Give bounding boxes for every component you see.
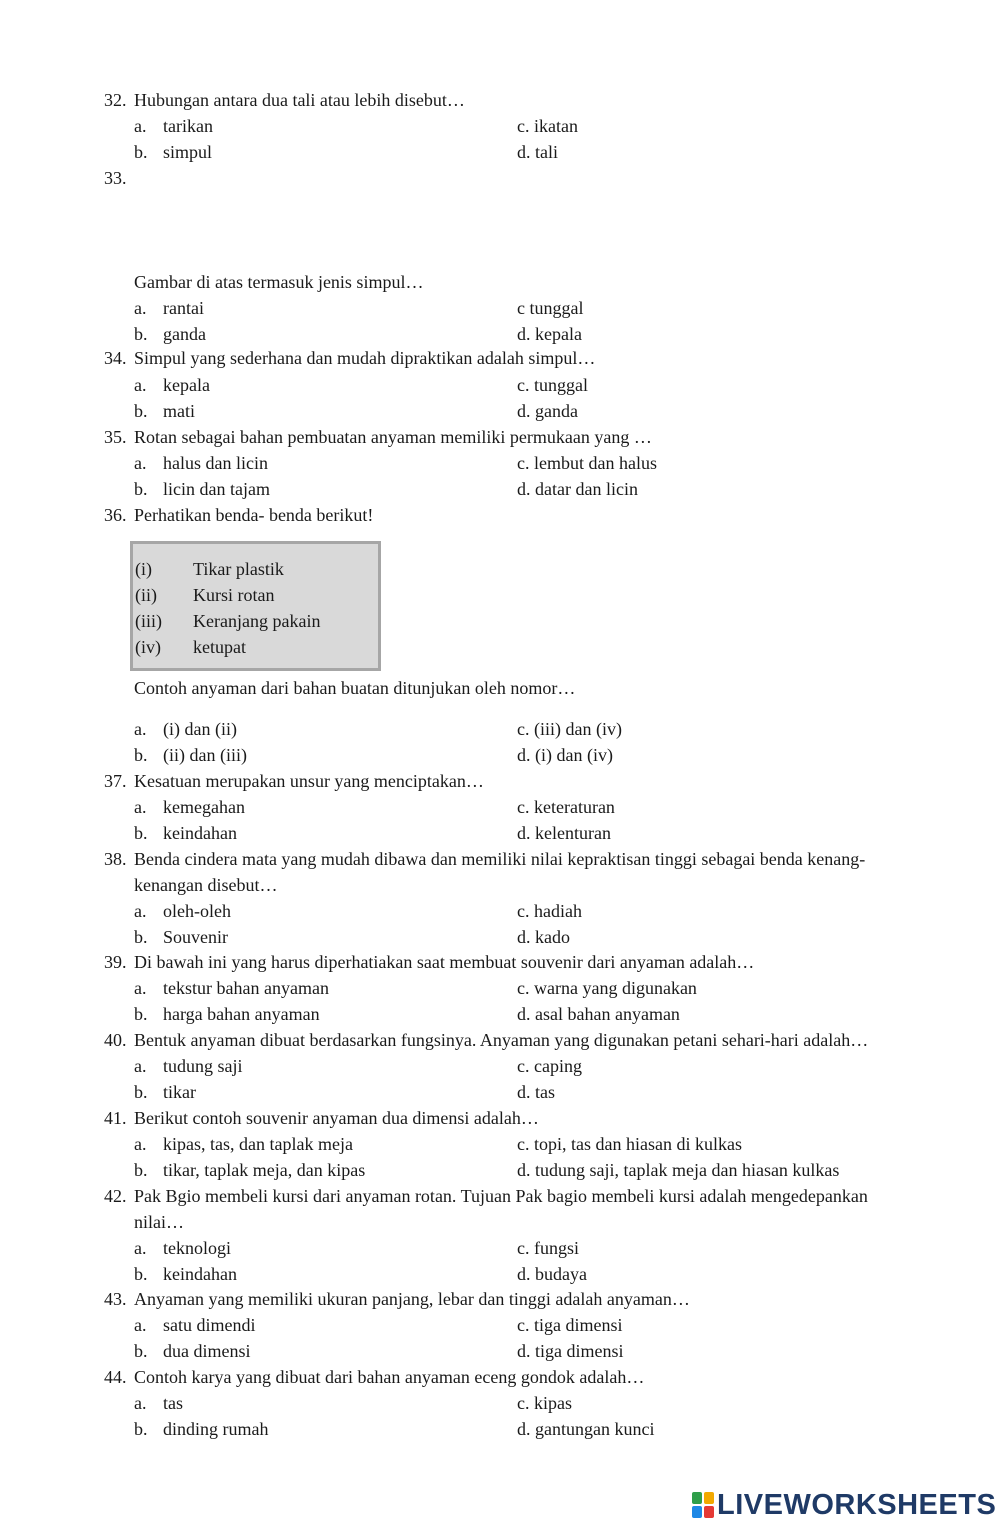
question-36-number: 36. xyxy=(104,505,127,525)
question-38-text: kenangan disebut… xyxy=(134,875,278,895)
option-letter: b. xyxy=(134,745,148,765)
question-43-option-c[interactable]: c. tiga dimensi xyxy=(517,1315,623,1335)
option-letter: b. xyxy=(134,823,148,843)
question-35-option-b[interactable] xyxy=(134,477,270,501)
question-34-option-b[interactable] xyxy=(134,399,195,423)
option-text: keindahan xyxy=(163,1264,237,1284)
option-text: licin dan tajam xyxy=(163,479,270,499)
question-34-option-c[interactable]: c. tunggal xyxy=(517,375,588,395)
question-37-option-d[interactable]: d. kelenturan xyxy=(517,823,611,843)
option-text: kemegahan xyxy=(163,797,245,817)
question-44-option-c[interactable]: c. kipas xyxy=(517,1393,572,1413)
option-text: dua dimensi xyxy=(163,1341,251,1361)
option-text: teknologi xyxy=(163,1238,231,1258)
option-text: simpul xyxy=(163,142,213,162)
liveworksheets-logo-icon xyxy=(692,1492,714,1518)
question-35-option-d[interactable]: d. datar dan licin xyxy=(517,479,638,499)
question-41-number: 41. xyxy=(104,1108,127,1128)
question-36-option-d[interactable]: d. (i) dan (iv) xyxy=(517,745,613,765)
option-letter: b. xyxy=(134,1341,148,1361)
question-43-option-b[interactable] xyxy=(134,1339,251,1363)
question-38-option-d[interactable]: d. kado xyxy=(517,927,570,947)
question-37-number: 37. xyxy=(104,771,127,791)
option-text: tudung saji xyxy=(163,1056,243,1076)
question-38-option-c[interactable]: c. hadiah xyxy=(517,901,582,921)
question-41-text: Berikut contoh souvenir anyaman dua dimensi adalah… xyxy=(134,1108,539,1128)
question-39-option-d[interactable]: d. asal bahan anyaman xyxy=(517,1004,680,1024)
option-text: rantai xyxy=(163,298,204,318)
question-34-text: Simpul yang sederhana dan mudah dipraktikan adalah simpul… xyxy=(134,348,596,368)
box-item-label: Tikar plastik xyxy=(193,559,284,579)
option-text: Souvenir xyxy=(163,927,228,947)
question-32-number: 32. xyxy=(104,90,127,110)
question-32-option-d[interactable]: d. tali xyxy=(517,142,558,162)
question-40-option-b[interactable] xyxy=(134,1080,196,1104)
question-44-number: 44. xyxy=(104,1367,127,1387)
box-item xyxy=(135,634,246,660)
option-letter: b. xyxy=(134,401,148,421)
logo-square-2 xyxy=(704,1492,714,1504)
option-letter: a. xyxy=(134,719,147,739)
question-41-option-d[interactable]: d. tudung saji, taplak meja dan hiasan kulkas xyxy=(517,1160,840,1180)
question-43-option-a[interactable] xyxy=(134,1313,256,1337)
question-35-option-a[interactable] xyxy=(134,451,268,475)
question-40-option-a[interactable] xyxy=(134,1054,243,1078)
option-text: tikar, taplak meja, dan kipas xyxy=(163,1160,366,1180)
question-42-text: Pak Bgio membeli kursi dari anyaman rotan. Tujuan Pak bagio membeli kursi adalah mengedepankan xyxy=(134,1186,868,1206)
question-35-option-c[interactable]: c. lembut dan halus xyxy=(517,453,657,473)
option-text: tekstur bahan anyaman xyxy=(163,978,329,998)
question-37-option-c[interactable]: c. keteraturan xyxy=(517,797,615,817)
box-item xyxy=(135,608,320,634)
question-32-text: Hubungan antara dua tali atau lebih disebut… xyxy=(134,90,465,110)
box-item-label: Kursi rotan xyxy=(193,585,275,605)
question-38-number: 38. xyxy=(104,849,127,869)
question-33-option-a[interactable] xyxy=(134,296,204,320)
question-42-number: 42. xyxy=(104,1186,127,1206)
question-42-text: nilai… xyxy=(134,1212,184,1232)
option-text: tarikan xyxy=(163,116,213,136)
question-37-option-b[interactable] xyxy=(134,821,237,845)
option-text: ganda xyxy=(163,324,206,344)
box-item-number: (i) xyxy=(135,559,152,579)
question-38-option-a[interactable] xyxy=(134,899,231,923)
question-43-option-d[interactable]: d. tiga dimensi xyxy=(517,1341,624,1361)
question-33-option-d[interactable]: d. kepala xyxy=(517,324,582,344)
option-text: (ii) dan (iii) xyxy=(163,745,247,765)
liveworksheets-logo[interactable] xyxy=(692,1487,996,1523)
question-35-number: 35. xyxy=(104,427,127,447)
question-36-option-b[interactable] xyxy=(134,743,247,767)
option-letter: b. xyxy=(134,927,148,947)
option-letter: a. xyxy=(134,375,147,395)
question-42-option-d[interactable]: d. budaya xyxy=(517,1264,587,1284)
question-36-text: Perhatikan benda- benda berikut! xyxy=(134,505,374,525)
question-38-text: Benda cindera mata yang mudah dibawa dan memiliki nilai kepraktisan tinggi sebagai benda kenang- xyxy=(134,849,866,869)
question-33-option-b[interactable] xyxy=(134,322,206,346)
option-letter: b. xyxy=(134,324,148,344)
option-text: oleh-oleh xyxy=(163,901,231,921)
option-letter: b. xyxy=(134,1419,148,1439)
option-text: harga bahan anyaman xyxy=(163,1004,320,1024)
option-text: tas xyxy=(163,1393,183,1413)
logo-text: LIVEWORKSHEETS xyxy=(717,1488,997,1521)
option-text: keindahan xyxy=(163,823,237,843)
question-41-option-c[interactable]: c. topi, tas dan hiasan di kulkas xyxy=(517,1134,742,1154)
question-33-option-c[interactable]: c tunggal xyxy=(517,298,584,318)
option-letter: a. xyxy=(134,901,147,921)
question-41-option-b[interactable] xyxy=(134,1158,365,1182)
option-letter: a. xyxy=(134,1134,147,1154)
box-item-number: (iv) xyxy=(135,637,161,657)
question-40-number: 40. xyxy=(104,1030,127,1050)
question-37-text: Kesatuan merupakan unsur yang menciptakan… xyxy=(134,771,484,791)
question-41-option-a[interactable] xyxy=(134,1132,353,1156)
option-letter: a. xyxy=(134,453,147,473)
question-42-option-b[interactable] xyxy=(134,1262,237,1286)
option-letter: a. xyxy=(134,1315,147,1335)
question-39-text: Di bawah ini yang harus diperhatiakan saat membuat souvenir dari anyaman adalah… xyxy=(134,952,755,972)
option-letter: b. xyxy=(134,1082,148,1102)
option-text: halus dan licin xyxy=(163,453,268,473)
question-34-option-a[interactable] xyxy=(134,373,210,397)
option-letter: b. xyxy=(134,1160,148,1180)
question-38-option-b[interactable] xyxy=(134,925,228,949)
question-32-option-b[interactable] xyxy=(134,140,212,164)
question-34-option-d[interactable]: d. ganda xyxy=(517,401,578,421)
question-35-text: Rotan sebagai bahan pembuatan anyaman memiliki permukaan yang … xyxy=(134,427,652,447)
box-item-number: (iii) xyxy=(135,611,162,631)
option-letter: a. xyxy=(134,978,147,998)
items-box xyxy=(130,541,381,671)
question-36-text: Contoh anyaman dari bahan buatan ditunjukan oleh nomor… xyxy=(134,678,576,698)
question-37-option-a[interactable] xyxy=(134,795,245,819)
question-33-number: 33. xyxy=(104,168,127,188)
logo-square-1 xyxy=(692,1492,702,1504)
question-40-option-d[interactable]: d. tas xyxy=(517,1082,555,1102)
box-item xyxy=(135,582,274,608)
option-text: mati xyxy=(163,401,195,421)
question-44-text: Contoh karya yang dibuat dari bahan anyaman eceng gondok adalah… xyxy=(134,1367,645,1387)
question-44-option-a[interactable] xyxy=(134,1391,183,1415)
question-34-number: 34. xyxy=(104,348,127,368)
option-text: kepala xyxy=(163,375,210,395)
box-item-number: (ii) xyxy=(135,585,157,605)
option-text: (i) dan (ii) xyxy=(163,719,237,739)
question-33-text: Gambar di atas termasuk jenis simpul… xyxy=(134,272,424,292)
question-39-option-b[interactable] xyxy=(134,1002,320,1026)
question-32-option-a[interactable] xyxy=(134,114,213,138)
question-39-option-c[interactable]: c. warna yang digunakan xyxy=(517,978,697,998)
question-36-option-a[interactable] xyxy=(134,717,237,741)
option-letter: b. xyxy=(134,1004,148,1024)
question-39-number: 39. xyxy=(104,952,127,972)
question-42-option-a[interactable] xyxy=(134,1236,231,1260)
question-36-option-c[interactable]: c. (iii) dan (iv) xyxy=(517,719,622,739)
question-44-option-b[interactable] xyxy=(134,1417,269,1441)
question-32-option-c[interactable]: c. ikatan xyxy=(517,116,578,136)
question-40-option-c[interactable]: c. caping xyxy=(517,1056,582,1076)
question-40-text: Bentuk anyaman dibuat berdasarkan fungsinya. Anyaman yang digunakan petani sehari-hari adalah… xyxy=(134,1030,869,1050)
box-item-label: ketupat xyxy=(193,637,246,657)
question-42-option-c[interactable]: c. fungsi xyxy=(517,1238,579,1258)
option-text: dinding rumah xyxy=(163,1419,269,1439)
option-text: tikar xyxy=(163,1082,196,1102)
question-44-option-d[interactable]: d. gantungan kunci xyxy=(517,1419,655,1439)
box-item xyxy=(135,556,284,582)
option-letter: a. xyxy=(134,1393,147,1413)
box-item-label: Keranjang pakain xyxy=(193,611,321,631)
option-text: kipas, tas, dan taplak meja xyxy=(163,1134,353,1154)
question-43-number: 43. xyxy=(104,1289,127,1309)
option-letter: a. xyxy=(134,298,147,318)
option-letter: b. xyxy=(134,1264,148,1284)
question-43-text: Anyaman yang memiliki ukuran panjang, lebar dan tinggi adalah anyaman… xyxy=(134,1289,690,1309)
option-letter: a. xyxy=(134,1056,147,1076)
option-letter: a. xyxy=(134,116,147,136)
option-letter: b. xyxy=(134,142,148,162)
option-text: satu dimendi xyxy=(163,1315,256,1335)
logo-square-4 xyxy=(704,1506,714,1518)
option-letter: b. xyxy=(134,479,148,499)
option-letter: a. xyxy=(134,797,147,817)
logo-square-3 xyxy=(692,1506,702,1518)
option-letter: a. xyxy=(134,1238,147,1258)
question-39-option-a[interactable] xyxy=(134,976,329,1000)
